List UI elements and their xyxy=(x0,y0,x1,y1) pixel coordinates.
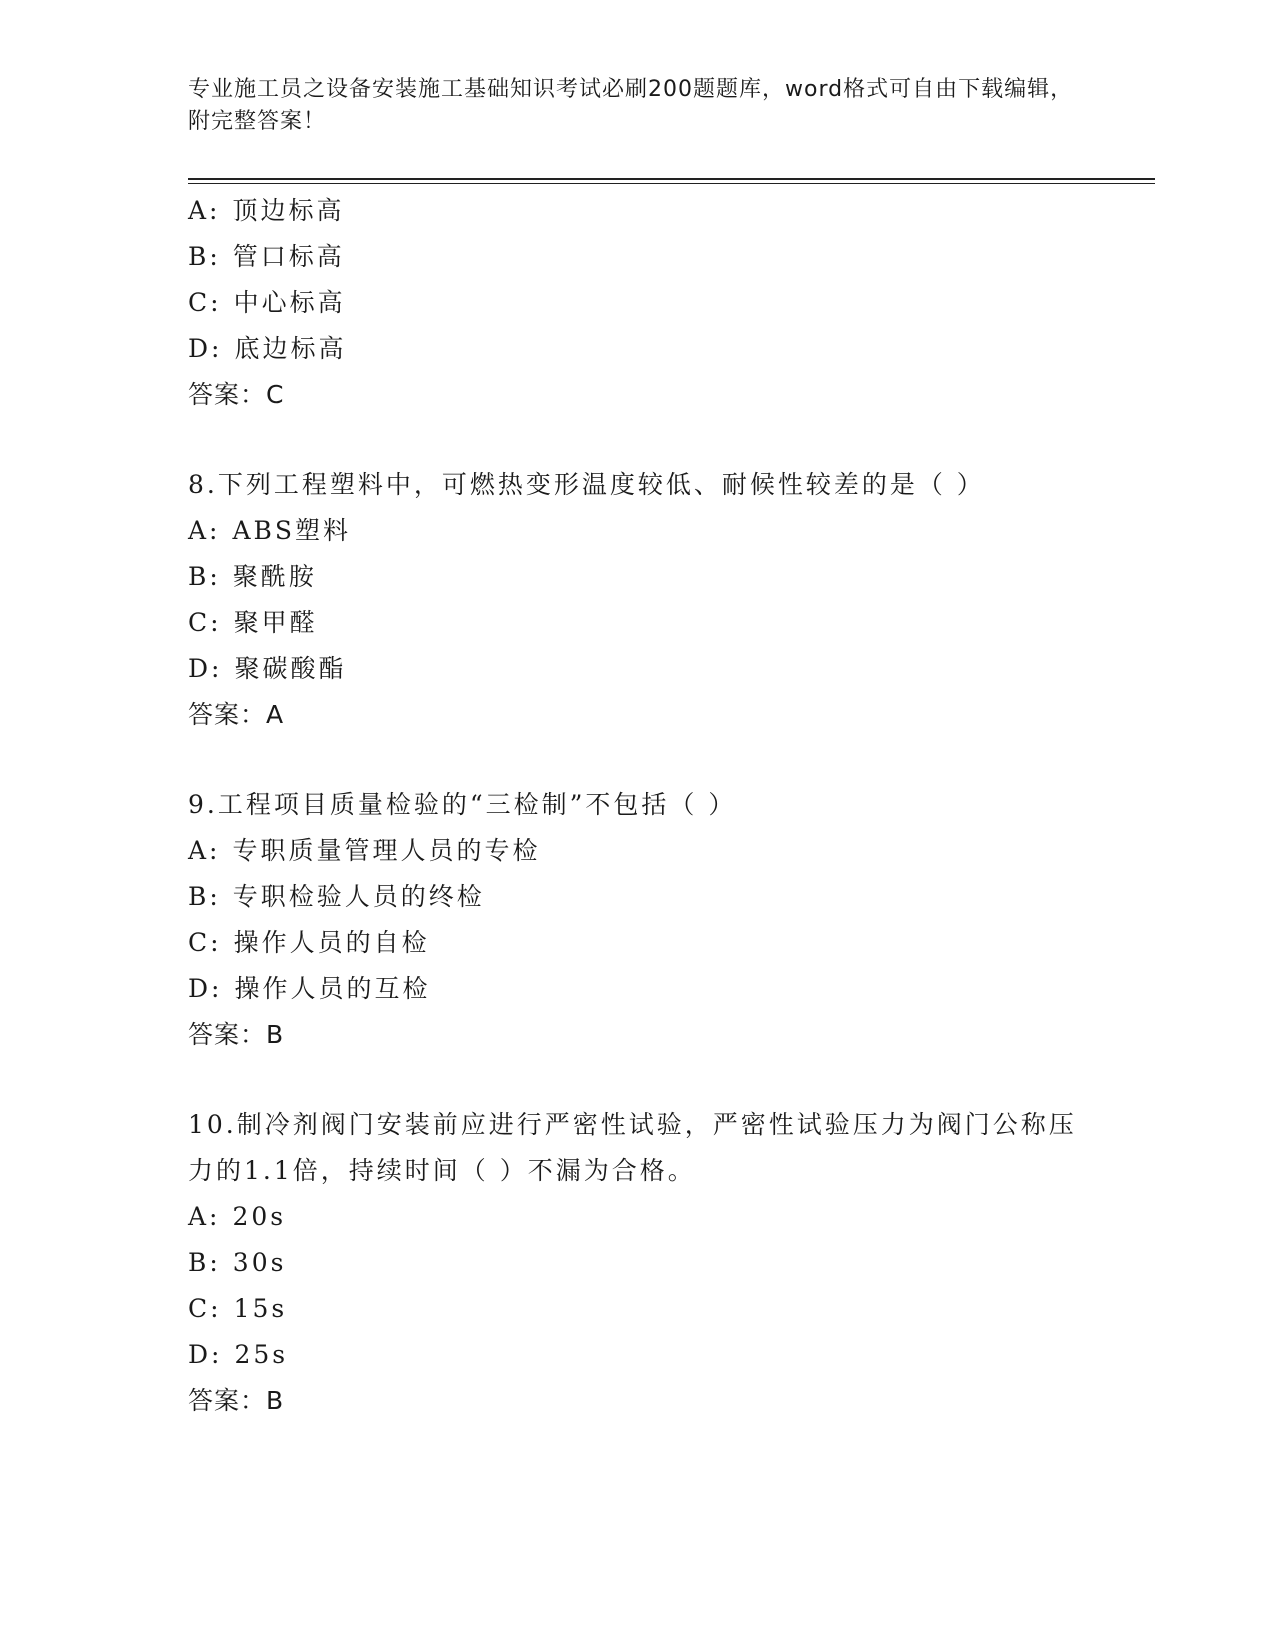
option-label: C: xyxy=(188,1294,222,1323)
option-a xyxy=(188,1194,1088,1240)
option-label: A: xyxy=(188,1202,221,1231)
question-list xyxy=(188,188,1088,1424)
option-text: 专职检验人员的终检 xyxy=(232,882,485,911)
option-text: 中心标高 xyxy=(233,288,346,317)
option-text: 20s xyxy=(232,1202,287,1231)
option-label: A: xyxy=(188,196,221,225)
option-b xyxy=(188,554,1088,600)
option-text: 专职质量管理人员的专检 xyxy=(232,836,541,865)
option-text: 管口标高 xyxy=(232,242,345,271)
question-block xyxy=(188,1102,1088,1424)
option-text: 底边标高 xyxy=(234,334,347,363)
header-rule-thin xyxy=(188,183,1155,184)
question-text: 9.工程项目质量检验的“三检制”不包括（ ） xyxy=(188,790,737,819)
option-d xyxy=(188,646,1088,692)
option-d xyxy=(188,1332,1088,1378)
option-label: B: xyxy=(188,882,221,911)
option-text: 操作人员的自检 xyxy=(233,928,430,957)
option-a xyxy=(188,188,1088,234)
option-d xyxy=(188,966,1088,1012)
option-label: D: xyxy=(188,974,223,1003)
option-d xyxy=(188,326,1088,372)
answer-line: 答案：C xyxy=(188,380,285,409)
answer-line: 答案：B xyxy=(188,1386,285,1415)
spacer xyxy=(188,1058,1088,1102)
option-c xyxy=(188,280,1088,326)
option-label: B: xyxy=(188,1248,221,1277)
question-block xyxy=(188,462,1088,738)
answer-line: 答案：A xyxy=(188,700,285,729)
question-text: 10.制冷剂阀门安装前应进行严密性试验，严密性试验压力为阀门公称压力的1.1倍，持续时间（ ）不漏为合格。 xyxy=(188,1110,1077,1185)
option-text: 顶边标高 xyxy=(232,196,345,225)
option-b xyxy=(188,234,1088,280)
option-text: 25s xyxy=(234,1340,289,1369)
spacer xyxy=(188,418,1088,462)
option-c xyxy=(188,920,1088,966)
option-text: 30s xyxy=(232,1248,287,1277)
option-b xyxy=(188,1240,1088,1286)
question-block xyxy=(188,188,1088,418)
option-label: C: xyxy=(188,608,222,637)
option-label: A: xyxy=(188,516,221,545)
option-c xyxy=(188,1286,1088,1332)
option-label: D: xyxy=(188,1340,223,1369)
option-label: B: xyxy=(188,562,221,591)
question-block xyxy=(188,782,1088,1058)
option-label: A: xyxy=(188,836,221,865)
option-text: 聚碳酸酯 xyxy=(234,654,347,683)
header-rule-thick xyxy=(188,178,1155,180)
option-label: D: xyxy=(188,654,223,683)
option-text: ABS塑料 xyxy=(232,516,352,545)
page-header: 专业施工员之设备安装施工基础知识考试必刷200题题库，word格式可自由下载编辑，附完整答案！ xyxy=(188,77,1074,134)
option-c xyxy=(188,600,1088,646)
option-label: C: xyxy=(188,288,222,317)
option-text: 聚酰胺 xyxy=(232,562,317,591)
option-label: B: xyxy=(188,242,221,271)
option-a xyxy=(188,828,1088,874)
option-text: 15s xyxy=(233,1294,288,1323)
option-b xyxy=(188,874,1088,920)
option-label: C: xyxy=(188,928,222,957)
spacer xyxy=(188,738,1088,782)
option-a xyxy=(188,508,1088,554)
option-text: 操作人员的互检 xyxy=(234,974,431,1003)
answer-line: 答案：B xyxy=(188,1020,285,1049)
option-label: D: xyxy=(188,334,223,363)
question-text: 8.下列工程塑料中，可燃热变形温度较低、耐候性较差的是（ ） xyxy=(188,470,985,499)
option-text: 聚甲醛 xyxy=(233,608,318,637)
